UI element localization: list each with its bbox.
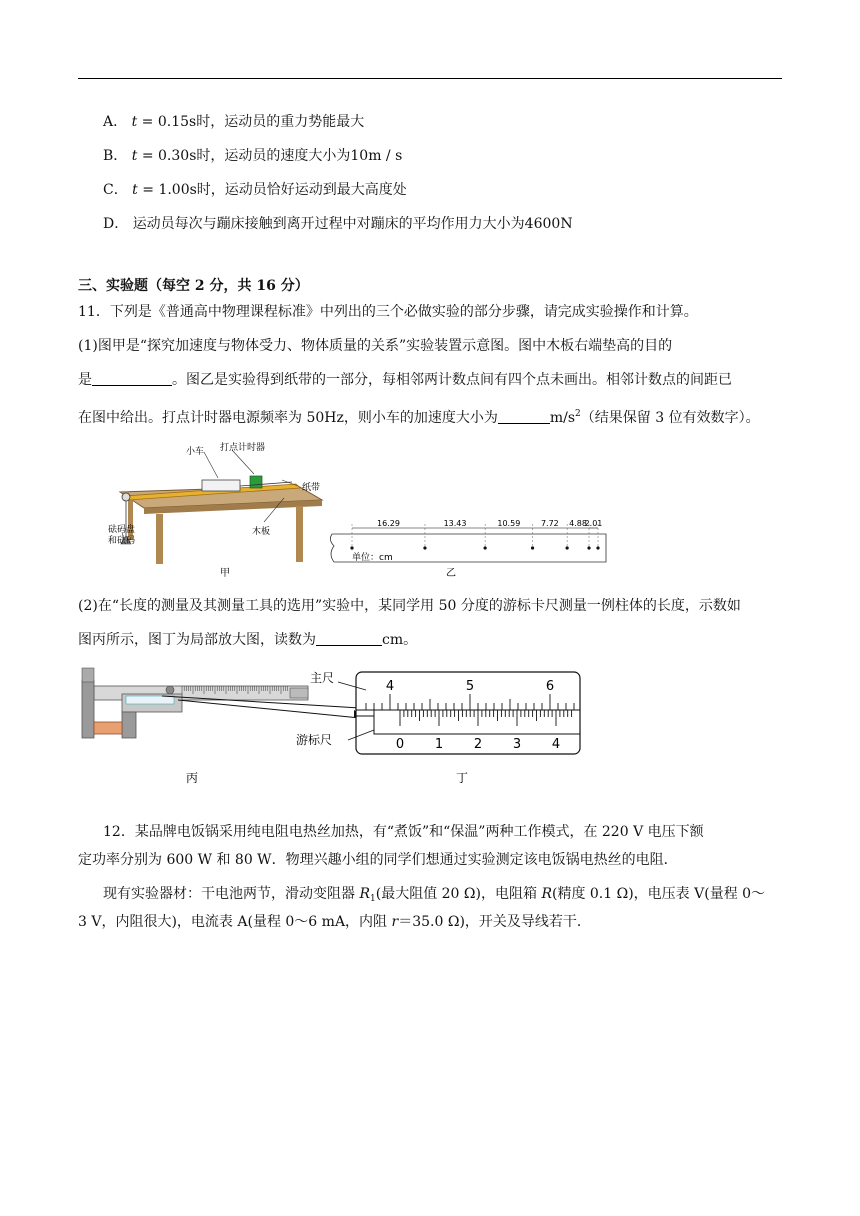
text-fragment: 在图中给出。打点计时器电源频率为 50Hz，则小车的加速度大小为 bbox=[78, 410, 498, 426]
table-leg bbox=[296, 506, 303, 562]
option-d bbox=[103, 214, 573, 234]
unit-superscript: 2 bbox=[575, 409, 581, 419]
text-fragment: 是 bbox=[78, 372, 92, 388]
header-rule bbox=[78, 78, 782, 79]
pulley bbox=[122, 493, 130, 501]
caption-bing: 丙 bbox=[186, 771, 199, 785]
text-fragment: 现有实验器材：干电池两节，滑动变阻器 bbox=[103, 886, 360, 902]
option-letter: A． bbox=[103, 114, 128, 130]
text-fragment: (精度 0.1 Ω)，电压表 V(量程 0～ bbox=[551, 886, 766, 902]
tape-dot bbox=[531, 546, 534, 549]
label-weights-line2: 和砝码 bbox=[108, 536, 136, 546]
option-text: = 1.00s时，运动员恰好运动到最大高度处 bbox=[137, 182, 407, 198]
caption-ding: 丁 bbox=[456, 771, 469, 785]
caption-yi: 乙 bbox=[446, 568, 456, 579]
workpiece bbox=[94, 722, 122, 734]
distance-label: 2.01 bbox=[584, 519, 603, 528]
variable-t: t bbox=[132, 182, 138, 198]
distance-label: 7.72 bbox=[540, 519, 559, 528]
option-text: = 0.15s时，运动员的重力势能最大 bbox=[137, 114, 365, 130]
caption-jia: 甲 bbox=[220, 568, 230, 579]
label-cart: 小车 bbox=[186, 447, 205, 457]
text-fragment: ＝35.0 Ω)，开关及导线若干． bbox=[398, 914, 591, 930]
label-vernier-scale: 游标尺 bbox=[296, 733, 333, 747]
text-fragment: （结果保留 3 位有效数字）。 bbox=[580, 410, 760, 426]
option-a bbox=[103, 112, 364, 132]
sliding-jaw bbox=[122, 712, 136, 738]
variable-t: t bbox=[131, 148, 138, 164]
text-fragment: 3 V，内阻很大)，电流表 A(量程 0～6 mA，内阻 bbox=[78, 914, 392, 930]
vernier-scale-number: 4 bbox=[551, 737, 561, 752]
distance-label: 16.29 bbox=[377, 519, 400, 528]
main-scale-number: 6 bbox=[545, 679, 555, 694]
distance-label: 13.43 bbox=[443, 519, 467, 528]
tape-unit-label: 单位：cm bbox=[352, 553, 393, 563]
text-fragment: (最大阻值 20 Ω)，电阻箱 bbox=[375, 886, 542, 902]
variable-R: R bbox=[541, 886, 552, 902]
main-scale-number: 5 bbox=[465, 679, 475, 694]
option-letter: D． bbox=[103, 216, 129, 232]
q12-line3 bbox=[103, 884, 765, 909]
fixed-jaw bbox=[82, 680, 94, 738]
cart bbox=[202, 480, 240, 491]
distance-label: 4.88 bbox=[569, 519, 587, 528]
option-b bbox=[103, 146, 402, 166]
tape-dot bbox=[484, 546, 487, 549]
section-title: 三、实验题（每空 2 分，共 16 分） bbox=[78, 278, 309, 294]
timer bbox=[250, 476, 262, 488]
text-fragment: 。图乙是实验得到纸带的一部分，每相邻两计数点间有四个点未画出。相邻计数点的间距已 bbox=[172, 372, 732, 388]
q11-part2-line1: (2)在“长度的测量及其测量工具的选用”实验中，某同学用 50 分度的游标卡尺测量一例柱体的长度，示数如 bbox=[78, 598, 741, 614]
variable-t: t bbox=[131, 114, 138, 130]
main-scale-number: 4 bbox=[385, 679, 395, 694]
option-letter: B． bbox=[103, 148, 128, 164]
label-tape: 纸带 bbox=[302, 483, 321, 493]
q11-part1-line1: (1)图甲是“探究加速度与物体受力、物体质量的关系”实验装置示意图。图中木板右端垫高的目的 bbox=[78, 338, 673, 354]
variable-R1: R bbox=[359, 886, 370, 902]
figure-ding-scales bbox=[296, 668, 588, 790]
label-weights-line1: 砝码盘 bbox=[108, 525, 136, 535]
distance-label: 10.59 bbox=[497, 519, 521, 528]
option-text: = 0.30s时，运动员的速度大小为10m / s bbox=[137, 148, 403, 164]
q11-part2-line2 bbox=[78, 630, 417, 650]
label-board: 木板 bbox=[252, 527, 271, 537]
option-text: 运动员每次与蹦床接触到离开过程中对蹦床的平均作用力大小为4600N bbox=[132, 216, 573, 232]
lock-screw bbox=[166, 686, 174, 694]
option-letter: C． bbox=[103, 182, 128, 198]
figure-yi-tape bbox=[326, 514, 612, 580]
unit: m/s bbox=[549, 410, 576, 426]
vernier-scale-number: 0 bbox=[395, 737, 405, 752]
answer-blank-2[interactable] bbox=[498, 409, 550, 424]
answer-blank-3[interactable] bbox=[316, 631, 382, 646]
figure-jia-apparatus bbox=[108, 440, 332, 580]
q11-part1-line2 bbox=[78, 370, 732, 390]
q11-part1-line3 bbox=[78, 404, 760, 428]
tape-dot bbox=[566, 546, 569, 549]
text-fragment: 图丙所示，图丁为局部放大图，读数为 bbox=[78, 632, 316, 648]
vernier-scale-number: 3 bbox=[512, 737, 522, 752]
answer-blank-1[interactable] bbox=[92, 371, 172, 386]
q12-line4 bbox=[78, 912, 591, 932]
tape-dot bbox=[587, 546, 590, 549]
subscript: 1 bbox=[370, 894, 376, 904]
q11-intro: 11．下列是《普通高中物理课程标准》中列出的三个必做实验的部分步骤，请完成实验操作和计算。 bbox=[78, 304, 698, 320]
option-c bbox=[103, 180, 407, 200]
table-leg bbox=[156, 514, 163, 564]
label-weights bbox=[108, 523, 138, 546]
label-timer: 打点计时器 bbox=[220, 443, 266, 453]
variable-r: r bbox=[391, 914, 399, 930]
unit: cm。 bbox=[382, 632, 418, 648]
label-main-scale: 主尺 bbox=[310, 671, 335, 685]
vernier-scale-number: 1 bbox=[434, 737, 444, 752]
q12-line1: 12．某品牌电饭锅采用纯电阻电热丝加热，有“煮饭”和“保温”两种工作模式，在 220 V 电压下额 bbox=[103, 824, 704, 840]
vernier-scale-number: 2 bbox=[473, 737, 483, 752]
q12-line2: 定功率分别为 600 W 和 80 W．物理兴趣小组的同学们想通过实验测定该电饭锅电热丝的电阻． bbox=[78, 852, 678, 868]
